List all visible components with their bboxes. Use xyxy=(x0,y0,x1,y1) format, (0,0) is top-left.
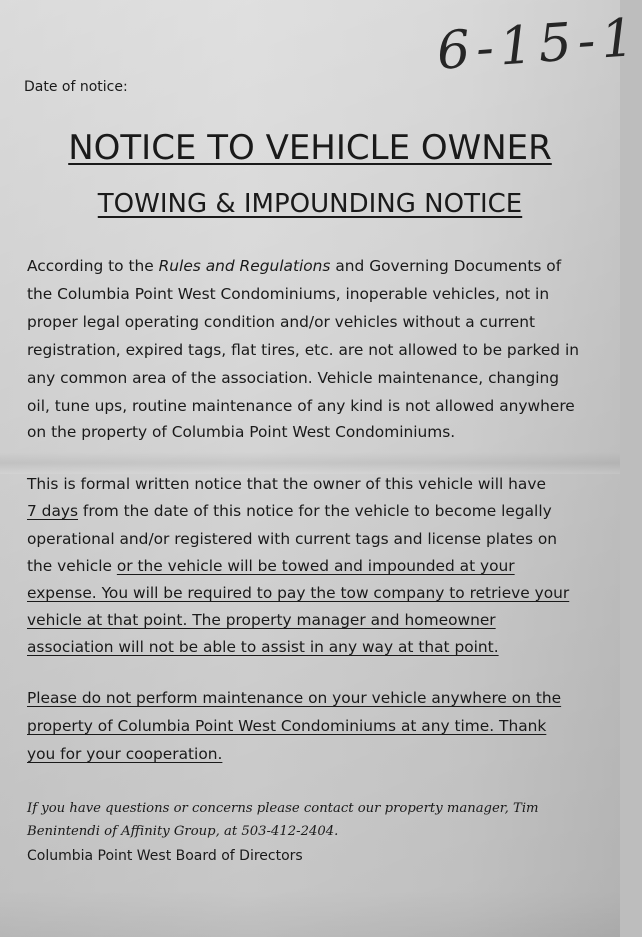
text-span: and Governing Documents of xyxy=(330,257,562,275)
paragraph-2-line-6: vehicle at that point. The property manager and homeowner xyxy=(27,611,496,629)
date-of-notice-label: Date of notice: xyxy=(24,79,128,95)
paragraph-2-line-7: association will not be able to assist in any way at that point. xyxy=(27,638,499,656)
towed-warning-text: or the vehicle will be towed and impounded at your xyxy=(116,557,515,575)
paragraph-1-line-2: the Columbia Point West Condominiums, inoperable vehicles, not in xyxy=(27,285,550,303)
paragraph-2-line-2 xyxy=(27,501,552,521)
paragraph-3-line-2: property of Columbia Point West Condominiums at any time. Thank xyxy=(27,717,547,735)
paragraph-1-line-6: oil, tune ups, routine maintenance of any kind is not allowed anywhere xyxy=(27,397,575,415)
text-span: According to the xyxy=(27,257,159,275)
paragraph-1-line-7: on the property of Columbia Point West Condominiums. xyxy=(27,423,456,441)
board-signature: Columbia Point West Board of Directors xyxy=(27,848,303,864)
paragraph-1-line-1 xyxy=(27,256,561,276)
seven-days-text: 7 days xyxy=(27,502,79,520)
paragraph-2-line-4 xyxy=(27,556,515,576)
paragraph-1-line-5: any common area of the association. Vehicle maintenance, changing xyxy=(27,369,560,387)
handwritten-date: 6-15-1 xyxy=(435,7,642,82)
paragraph-2-line-1: This is formal written notice that the owner of this vehicle will have xyxy=(27,475,546,493)
notice-title: NOTICE TO VEHICLE OWNER xyxy=(68,128,552,168)
contact-line-1: If you have questions or concerns please contact our property manager, Tim xyxy=(27,801,539,816)
text-span: from the date of this notice for the vehicle to become legally xyxy=(78,502,552,520)
text-span: the vehicle xyxy=(27,557,117,575)
paragraph-1-line-4: registration, expired tags, flat tires, etc. are not allowed to be parked in xyxy=(27,341,579,359)
paper-fold-crease-bottom xyxy=(0,890,620,937)
notice-subtitle: TOWING & IMPOUNDING NOTICE xyxy=(97,189,523,219)
paragraph-1-line-3: proper legal operating condition and/or vehicles without a current xyxy=(27,313,536,331)
paragraph-2-line-5: expense. You will be required to pay the tow company to retrieve your xyxy=(27,584,570,602)
paper-fold-crease xyxy=(0,452,620,474)
paragraph-3-line-1: Please do not perform maintenance on your vehicle anywhere on the xyxy=(27,689,562,707)
contact-line-2: Benintendi of Affinity Group, at 503-412-2404. xyxy=(27,824,339,839)
rules-and-regulations-text: Rules and Regulations xyxy=(158,257,331,275)
paragraph-3-line-3: you for your cooperation. xyxy=(27,745,223,763)
paragraph-2-line-3: operational and/or registered with current tags and license plates on xyxy=(27,530,558,548)
